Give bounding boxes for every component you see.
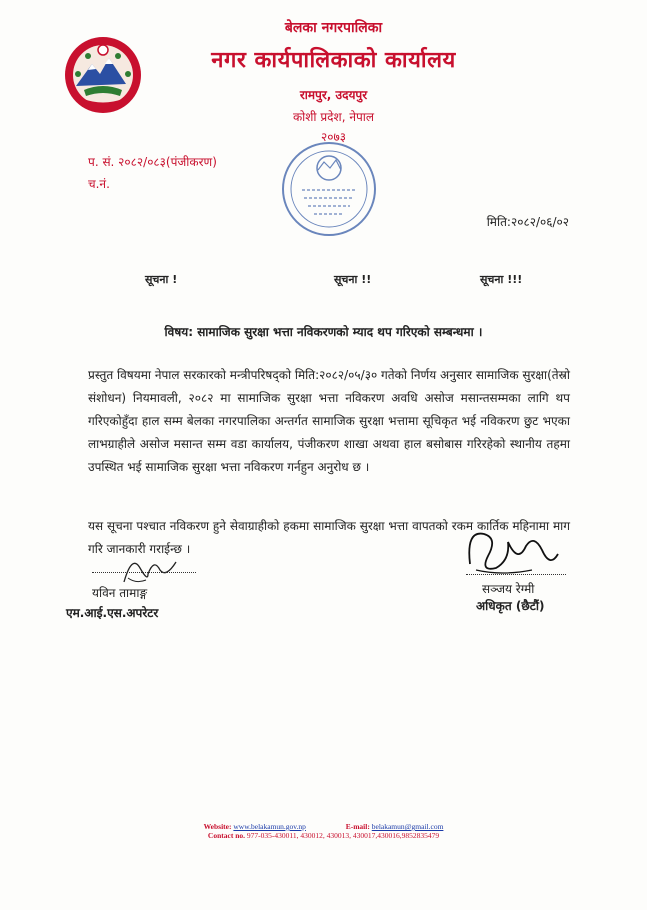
body-paragraph-2: यस सूचना पश्चात नविकरण हुने सेवाग्राहीको हकमा सामाजिक सुरक्षा भत्ता वापतको रकम कार्तिक महिनामा माग गरि जानकारी गराईन्छ । [88,519,570,556]
notice-label-3: सूचना !!! [480,273,523,286]
right-signatory-title: अधिकृत (छैटौं) [476,599,545,613]
notice-label-1: सूचना ! [145,273,178,286]
right-signature-scribble [462,520,562,578]
office-title: नगर कार्यपालिकाको कार्यालय [211,48,456,73]
dispatch-number: च.नं. [88,177,110,191]
established-year: २०७३ [321,130,346,144]
contact-label: Contact no. [207,831,245,840]
notice-label-2: सूचना !! [334,273,372,286]
email-link[interactable]: belakamun@gmail.com [371,822,444,831]
body-paragraph-1: प्रस्तुत विषयमा नेपाल सरकारको मन्त्रीपरिषद्को मिति:२०८२/०५/३० गतेको निर्णय अनुसार सामाजिक सुरक्षा(तेस्रो संशोधन) नियमावली, २०८२ मा सामाजिक सुरक्षा भत्ता नविकरण अवधि असोज मसान्तसम्मका लागि थप गरिएकोहुँदा हाल सम्म बेलका नगरपालिका अन्तर्गत सामाजिक सुरक्षा भत्तामा सूचिकृत भई नविकरण छुट भएका लाभग्राहीले असोज मसान्त सम्म वडा कार्यालय, पंजीकरण शाखा अथवा हाल बसोबास गरिरहेको स्थानीय तहमा उपस्थित भई सामाजिक सुरक्षा भत्ता नविकरण गर्नहुन अनुरोध छ । [88,368,570,474]
footer-web-email [0,822,647,831]
office-province: कोशी प्रदेश, नेपाल [292,110,375,124]
contact-numbers: 977-035-430011, 430012, 430013, 430017,430016,9852835479 [246,831,440,840]
right-signature-line [466,574,566,575]
office-stamp-icon [278,138,380,240]
office-address: रामपुर, उदयपुर [299,88,368,102]
email-label: E-mail: [345,822,370,831]
right-signatory-name: सञ्जय रेग्मी [482,582,535,596]
left-signature-scribble [118,548,182,588]
subject-line: विषय: सामाजिक सुरक्षा भत्ता नविकरणको म्याद थप गरिएको सम्बन्धमा । [164,325,483,339]
municipality-name: बेलका नगरपालिका [284,20,383,36]
left-signatory-title: एम.आई.एस.अपरेटर [66,606,159,620]
left-signatory-name: यविन तामाङ्ग [92,586,148,600]
issue-date: मिति:२०८२/०६/०२ [486,215,569,229]
footer-contact [0,831,647,840]
reference-number: प. सं. २०८२/०८३(पंजीकरण) [88,155,217,169]
website-label: Website: [203,822,232,831]
website-link[interactable]: www.belakamun.gov.np [233,822,306,831]
left-signature-line [92,572,196,573]
